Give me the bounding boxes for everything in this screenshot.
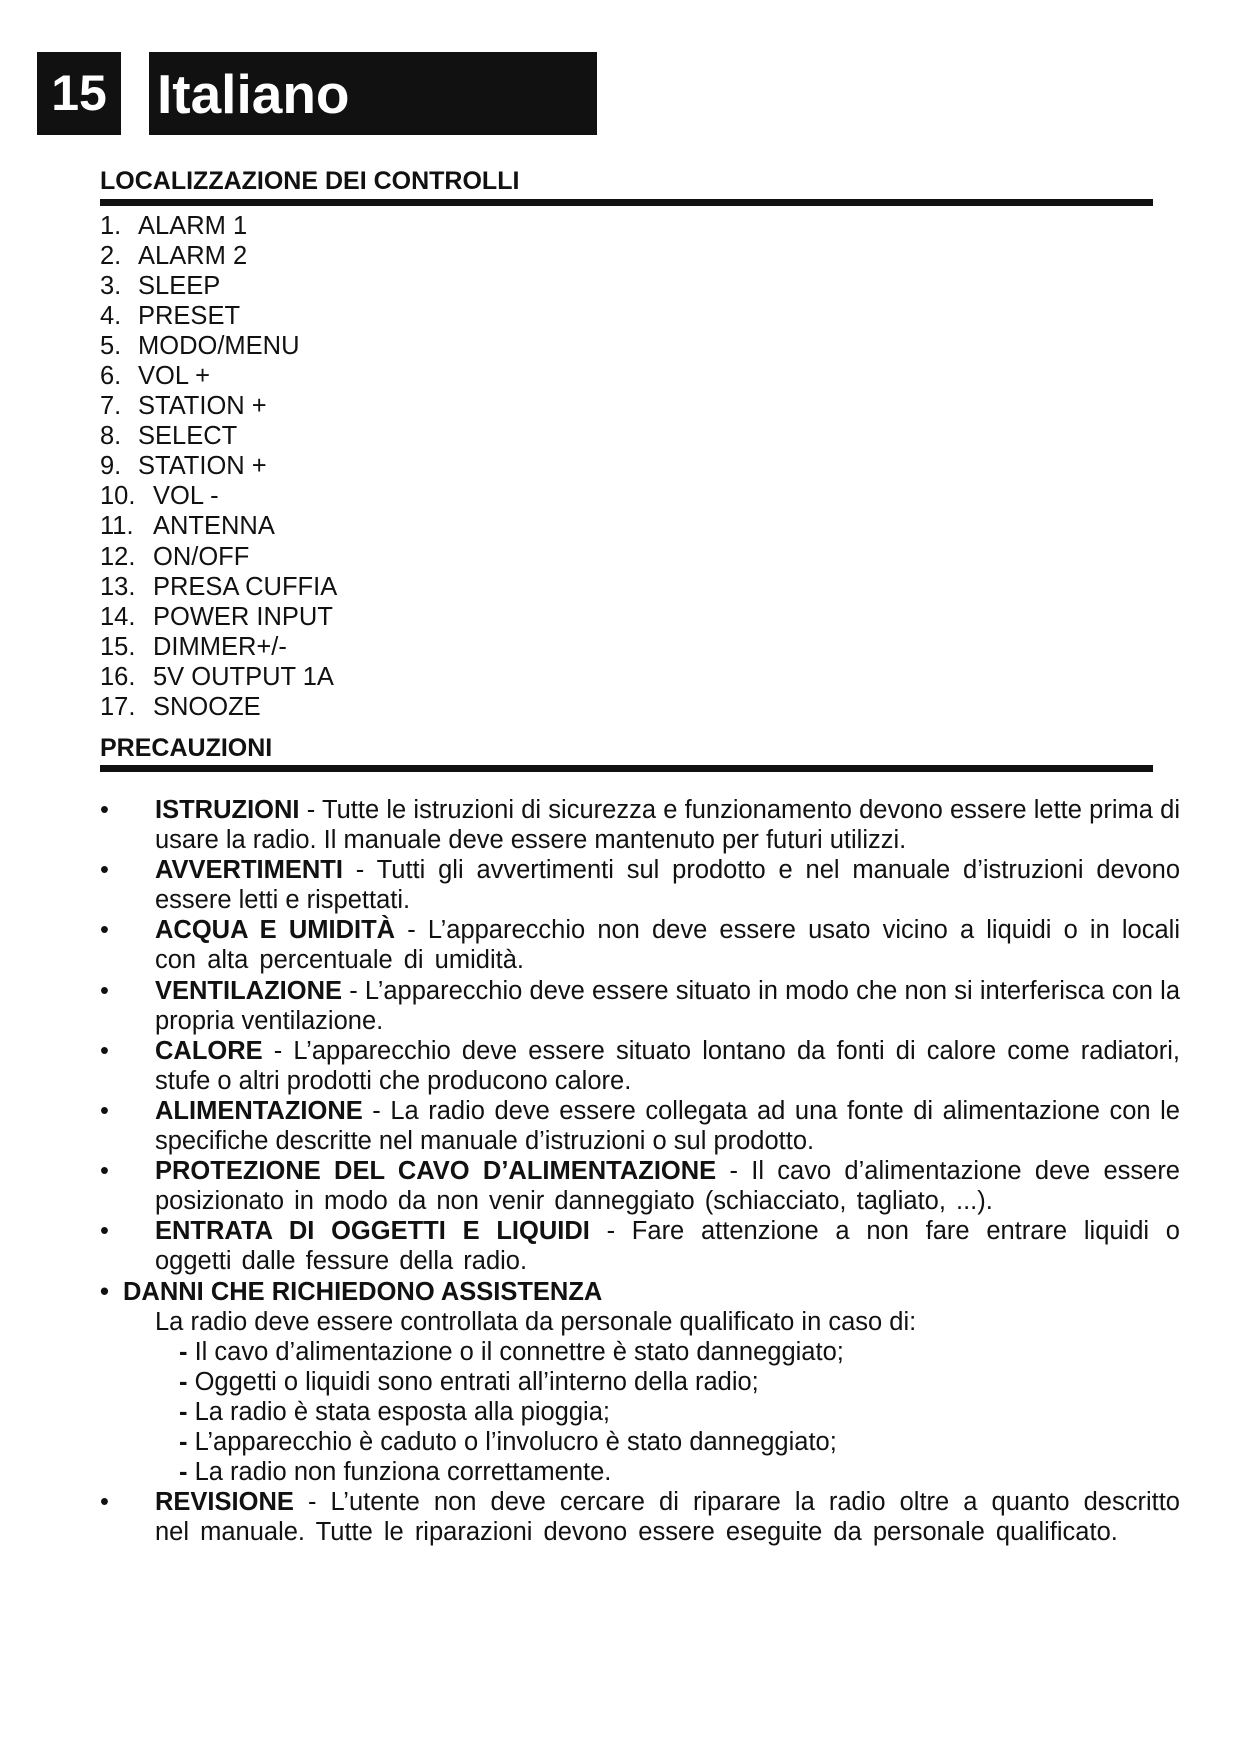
assistance-heading — [100, 1277, 1180, 1307]
precaution-item — [100, 915, 1180, 975]
dash-marker: - — [179, 1367, 188, 1396]
control-item-label: 5V OUTPUT 1A — [153, 662, 334, 691]
control-item-number: 14. — [100, 602, 136, 631]
assistance-case — [155, 1337, 1180, 1367]
precaution-item — [100, 795, 1180, 855]
precaution-term: AVVERTIMENTI — [155, 856, 343, 885]
control-item — [100, 692, 337, 722]
precaution-text: - La radio deve essere collegata ad una fonte di alimentazione con le specifiche descritte nel manuale d’istruzioni o sul prodotto. — [155, 1096, 1180, 1156]
control-item — [100, 331, 337, 361]
control-item-label: POWER INPUT — [153, 602, 333, 631]
control-item-number: 2. — [100, 242, 122, 271]
control-item-number: 17. — [100, 692, 136, 721]
bullet-icon: • — [100, 976, 109, 1005]
control-item-label: ALARM 1 — [138, 212, 248, 240]
precaution-text: - Tutte le istruzioni di sicurezza e funzionamento devono essere lette prima di usare la radio. Il manuale deve essere mantenuto per futuri utilizzi. — [155, 796, 1180, 855]
control-item-label: STATION + — [138, 392, 267, 421]
assistance-case-text: L’apparecchio è caduto o l’involucro è stato danneggiato; — [187, 1427, 837, 1456]
control-item-label: ALARM 2 — [138, 242, 248, 271]
bullet-icon: • — [100, 1096, 109, 1125]
assistance-body — [100, 1307, 1180, 1488]
control-item — [100, 211, 337, 241]
control-item-label: PRESA CUFFIA — [153, 572, 338, 601]
bullet-icon: • — [100, 796, 109, 824]
assistance-case — [155, 1397, 1180, 1427]
control-item — [100, 662, 337, 692]
control-item — [100, 632, 337, 662]
assistance-case-text: Il cavo d’alimentazione o il connettre è stato danneggiato; — [187, 1337, 844, 1366]
bullet-icon: • — [100, 1036, 109, 1065]
control-item-number: 4. — [100, 302, 122, 331]
precaution-item — [100, 855, 1180, 915]
control-item — [100, 481, 337, 511]
precaution-term: ISTRUZIONI — [155, 796, 300, 824]
controls-section-rule — [100, 199, 1153, 206]
control-item-number: 1. — [100, 212, 122, 240]
control-item — [100, 361, 337, 391]
control-item-number: 8. — [100, 422, 122, 451]
assistance-case-text: Oggetti o liquidi sono entrati all’interno della radio; — [187, 1367, 759, 1396]
control-item-label: ON/OFF — [153, 542, 250, 571]
bullet-icon: • — [100, 1488, 109, 1517]
control-item — [100, 271, 337, 301]
control-item-number: 13. — [100, 572, 136, 601]
precaution-term: ACQUA E UMIDITÀ — [155, 916, 396, 945]
precaution-term: ENTRATA DI OGGETTI E LIQUIDI — [155, 1217, 590, 1246]
dash-marker: - — [179, 1427, 188, 1456]
dash-marker: - — [179, 1458, 188, 1487]
control-item-label: MODO/MENU — [138, 332, 300, 361]
precautions-section-rule — [100, 765, 1153, 772]
assistance-case — [155, 1367, 1180, 1397]
control-item-label: VOL + — [138, 362, 211, 391]
precautions-list — [100, 795, 1180, 1547]
precaution-text: - L’apparecchio deve essere situato lontano da fonti di calore come radiatori, stufe o altri prodotti che producono calore. — [155, 1036, 1180, 1095]
precaution-text: - Il cavo d’alimentazione deve essere posizionato in modo da non venir danneggiato (schiacciato, tagliato, ...). — [155, 1157, 1180, 1216]
precaution-item — [100, 1216, 1180, 1276]
control-item-label: DIMMER+/- — [153, 632, 287, 661]
control-item-number: 7. — [100, 392, 122, 421]
control-item-label: VOL - — [153, 482, 219, 511]
control-item-number: 16. — [100, 662, 136, 691]
precaution-term: PROTEZIONE DEL CAVO D’ALIMENTAZIONE — [155, 1157, 717, 1186]
page-number: 15 — [37, 52, 121, 135]
control-item-number: 11. — [100, 512, 134, 541]
bullet-icon: • — [100, 1157, 109, 1186]
precaution-text: - Tutti gli avvertimenti sul prodotto e nel manuale d’istruzioni devono essere letti e rispettati. — [155, 856, 1180, 915]
assistance-case-text: La radio è stata esposta alla pioggia; — [187, 1397, 610, 1426]
bullet-icon: • — [100, 856, 109, 885]
control-item — [100, 421, 337, 451]
dash-marker: - — [179, 1397, 188, 1426]
assistance-case-text: La radio non funziona correttamente. — [187, 1458, 612, 1487]
bullet-icon: • — [100, 1217, 109, 1246]
control-item-label: PRESET — [138, 302, 241, 331]
control-item-number: 12. — [100, 542, 136, 571]
control-item-number: 15. — [100, 632, 136, 661]
control-item-number: 10. — [100, 482, 136, 511]
precaution-item — [100, 976, 1180, 1036]
control-item-number: 6. — [100, 362, 122, 391]
precaution-term: VENTILAZIONE — [155, 976, 343, 1005]
precaution-term: CALORE — [155, 1036, 263, 1065]
control-item — [100, 301, 337, 331]
control-item — [100, 451, 337, 481]
precaution-item — [100, 1036, 1180, 1096]
control-item-label: STATION + — [138, 452, 267, 481]
bullet-icon: • — [100, 916, 109, 945]
control-item — [100, 241, 337, 271]
control-item-label: SLEEP — [138, 272, 221, 301]
bullet-icon: • — [100, 1277, 109, 1306]
control-item — [100, 511, 337, 541]
assistance-case — [155, 1457, 1180, 1487]
control-item-number: 3. — [100, 272, 122, 301]
precautions-section-title: PRECAUZIONI — [100, 734, 273, 762]
assistance-intro: La radio deve essere controllata da personale qualificato in caso di: — [155, 1307, 917, 1336]
precaution-text: - L’utente non deve cercare di riparare la radio oltre a quanto descritto nel manuale. Tutte le riparazioni devono essere eseguite da personale qualificato. — [155, 1488, 1180, 1547]
precaution-term: REVISIONE — [155, 1488, 294, 1517]
language-title: Italiano — [149, 52, 597, 135]
control-item — [100, 572, 337, 602]
assistance-case — [155, 1427, 1180, 1457]
control-item-number: 5. — [100, 332, 122, 361]
controls-section-title: LOCALIZZAZIONE DEI CONTROLLI — [100, 167, 520, 195]
control-item-number: 9. — [100, 452, 122, 481]
control-item-label: ANTENNA — [153, 512, 275, 541]
precaution-text: - L’apparecchio deve essere situato in modo che non si interferisca con la propria ventilazione. — [155, 976, 1180, 1035]
assistance-term: DANNI CHE RICHIEDONO ASSISTENZA — [123, 1277, 603, 1306]
revision-item — [100, 1487, 1180, 1547]
precaution-item — [100, 1156, 1180, 1216]
controls-list — [100, 211, 337, 722]
control-item — [100, 391, 337, 421]
precaution-term: ALIMENTAZIONE — [155, 1096, 363, 1125]
precaution-text: - Fare attenzione a non fare entrare liquidi o oggetti dalle fessure della radio. — [155, 1217, 1180, 1276]
control-item — [100, 602, 337, 632]
precaution-item — [100, 1096, 1180, 1156]
control-item-label: SNOOZE — [153, 692, 261, 721]
dash-marker: - — [179, 1337, 188, 1366]
precaution-text: - L’apparecchio non deve essere usato vicino a liquidi o in locali con alta percentuale di umidità. — [155, 916, 1180, 975]
control-item-label: SELECT — [138, 422, 238, 451]
control-item — [100, 542, 337, 572]
